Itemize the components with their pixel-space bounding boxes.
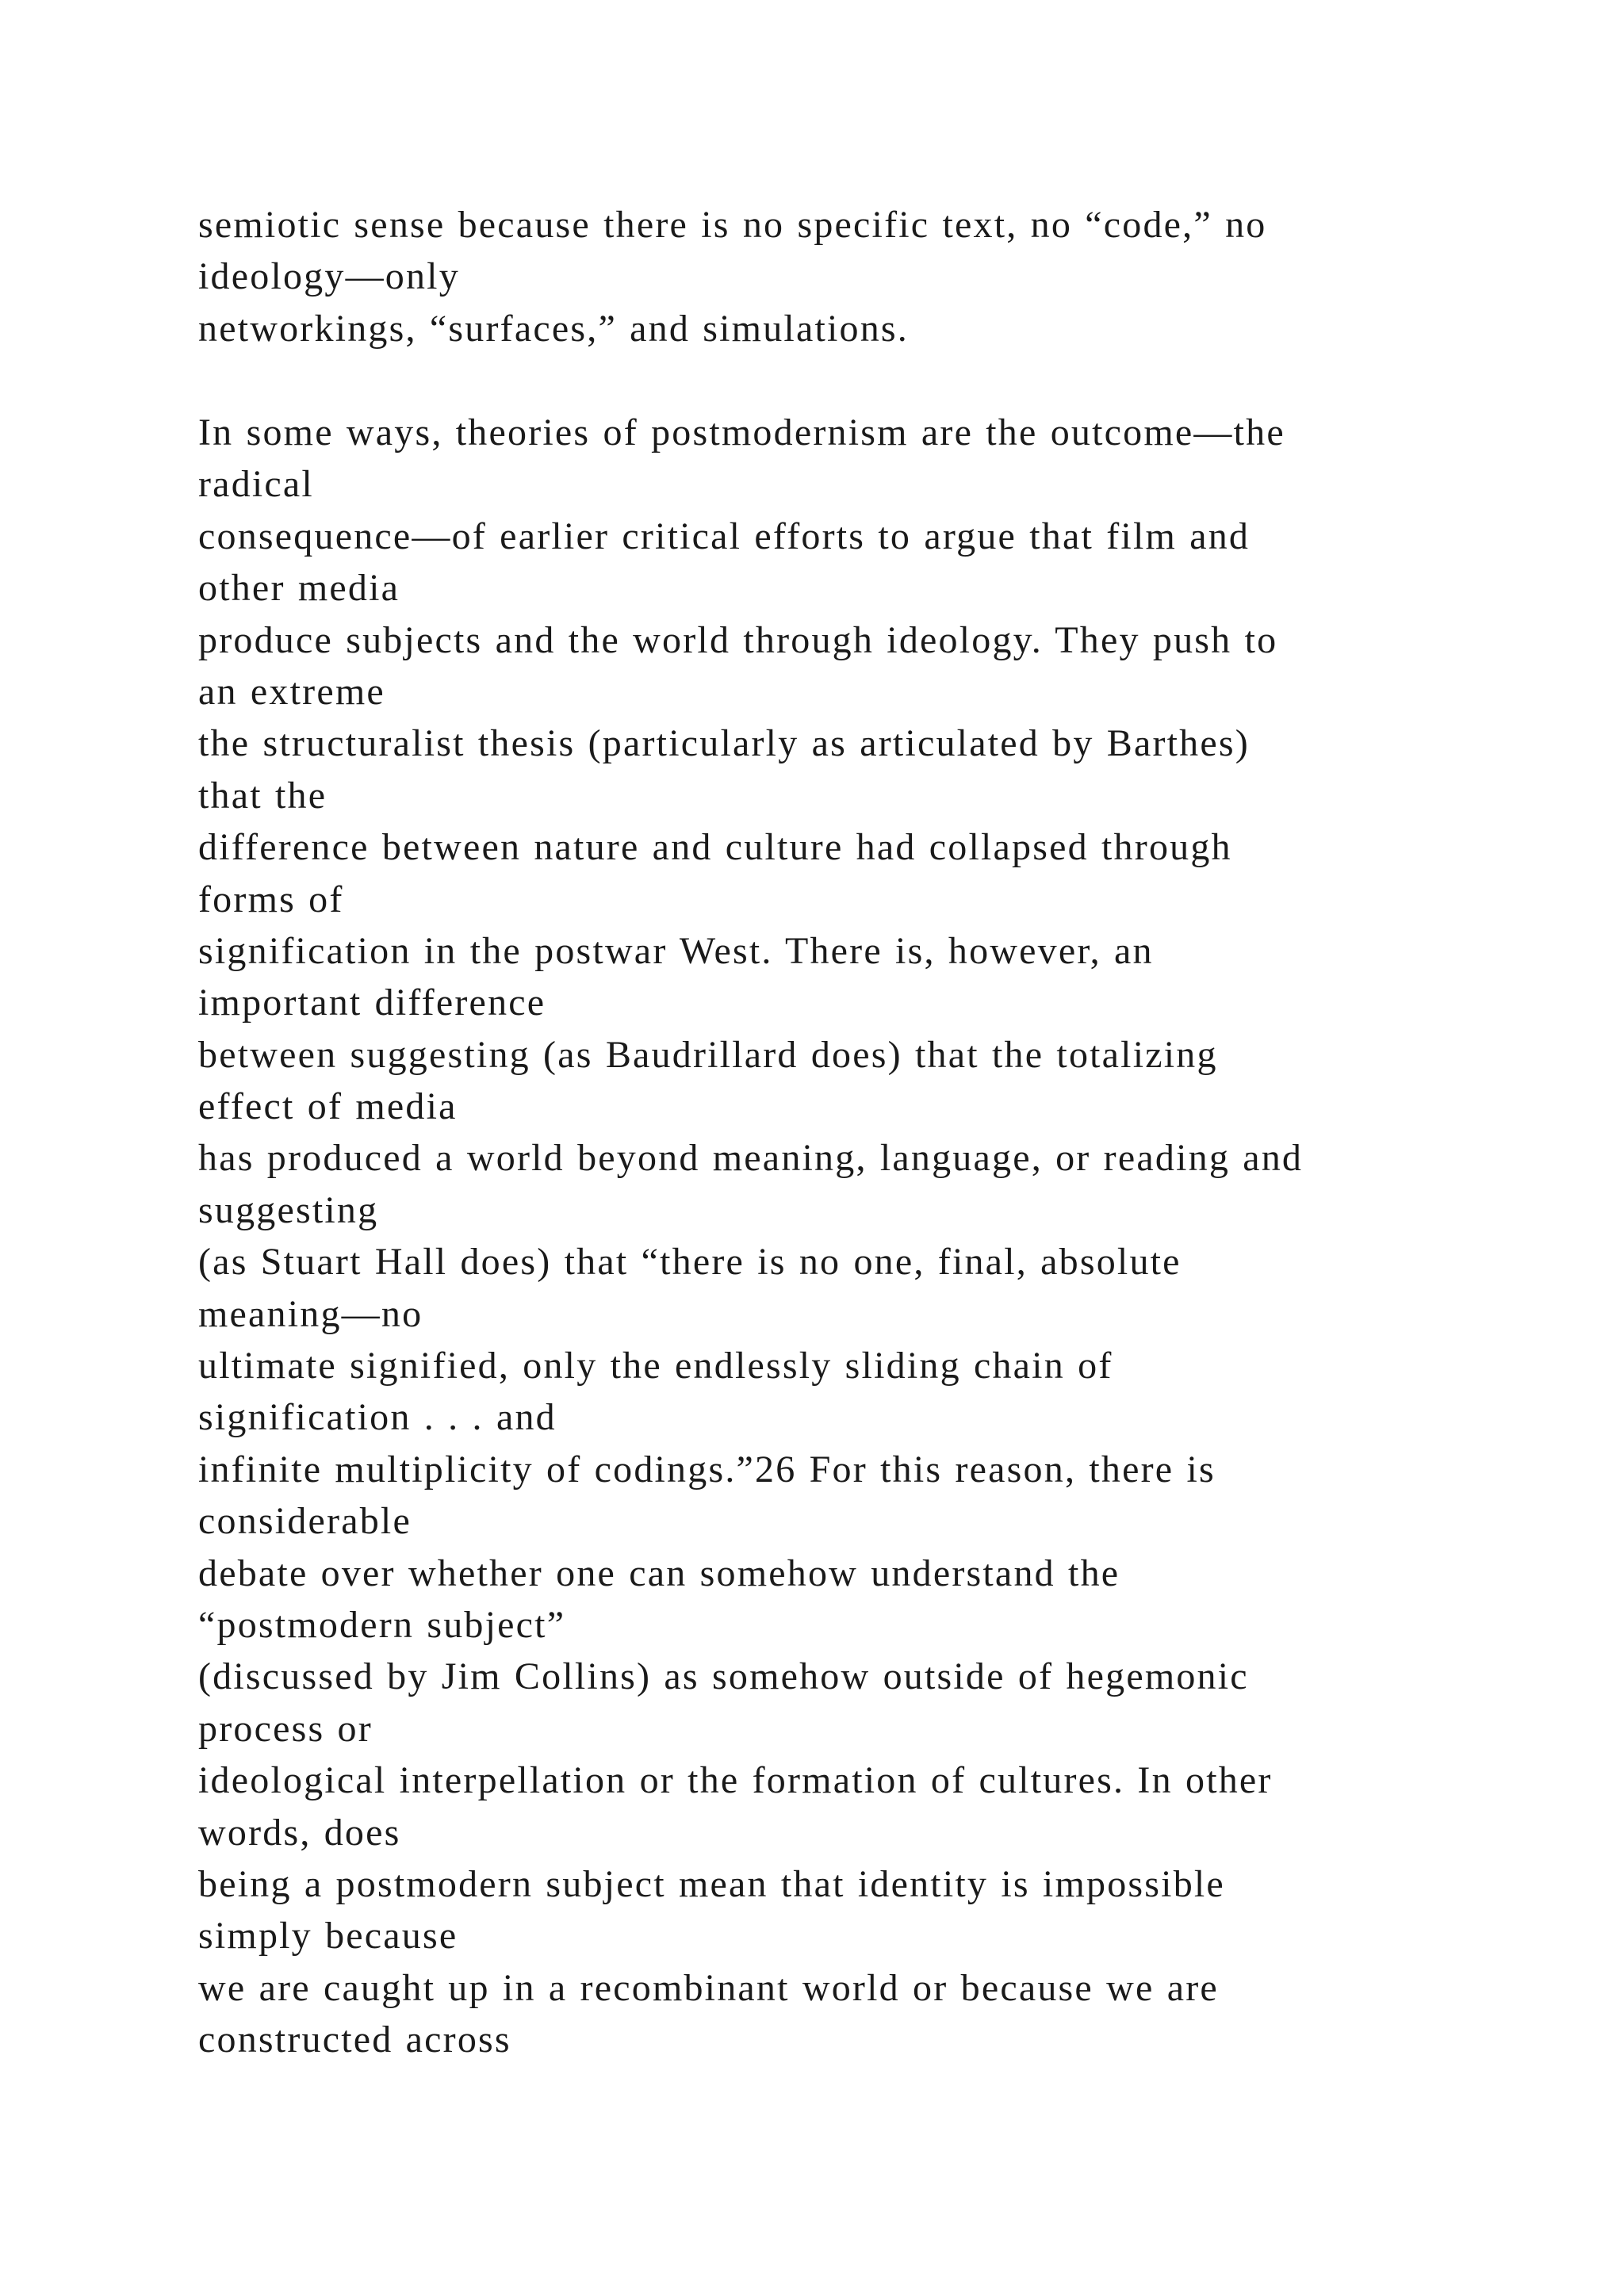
text-line: networkings, “surfaces,” and simulations. <box>198 307 910 350</box>
text-line: considerable <box>198 1500 412 1543</box>
paragraph-2 <box>198 407 1546 2066</box>
text-line: the structuralist thesis (particularly as articulated by Barthes) <box>198 722 1250 765</box>
text-line: being a postmodern subject mean that identity is impossible <box>198 1862 1225 1905</box>
text-line: signification in the postwar West. There is, however, an <box>198 929 1154 972</box>
text-line: radical <box>198 463 314 506</box>
text-line: produce subjects and the world through ideology. They push to <box>198 618 1278 661</box>
text-line: process or <box>198 1707 373 1750</box>
text-line: simply because <box>198 1915 458 1957</box>
text-line: we are caught up in a recombinant world or because we are <box>198 1966 1219 2009</box>
text-line: signification . . . and <box>198 1396 557 1439</box>
text-line: constructed across <box>198 2019 511 2061</box>
text-line: consequence—of earlier critical efforts to argue that film and <box>198 515 1251 557</box>
text-line: “postmodern subject” <box>198 1603 566 1646</box>
text-line: suggesting <box>198 1188 379 1231</box>
text-line: (as Stuart Hall does) that “there is no one, final, absolute <box>198 1241 1182 1284</box>
text-line: ideology—only <box>198 255 460 298</box>
text-line: other media <box>198 567 400 610</box>
text-line: semiotic sense because there is no specific text, no “code,” no <box>198 204 1267 246</box>
text-line: ultimate signified, only the endlessly sliding chain of <box>198 1345 1113 1387</box>
text-line: meaning—no <box>198 1292 423 1335</box>
text-line: effect of media <box>198 1085 458 1128</box>
text-line: has produced a world beyond meaning, language, or reading and <box>198 1137 1304 1180</box>
paragraph-1 <box>198 199 1546 354</box>
text-line: that the <box>198 774 327 817</box>
text-line: forms of <box>198 878 344 920</box>
text-line: (discussed by Jim Collins) as somehow outside of hegemonic <box>198 1655 1249 1698</box>
text-line: infinite multiplicity of codings.”26 For this reason, there is <box>198 1448 1216 1490</box>
text-line: an extreme <box>198 670 385 713</box>
text-line: In some ways, theories of postmodernism are the outcome—the <box>198 411 1285 453</box>
text-line: difference between nature and culture had collapsed through <box>198 826 1232 869</box>
text-line: ideological interpellation or the formation of cultures. In other <box>198 1759 1273 1802</box>
text-line: debate over whether one can somehow understand the <box>198 1552 1120 1594</box>
text-line: words, does <box>198 1811 401 1854</box>
text-line: between suggesting (as Baudrillard does) that the totalizing <box>198 1033 1218 1076</box>
text-line: important difference <box>198 982 546 1024</box>
